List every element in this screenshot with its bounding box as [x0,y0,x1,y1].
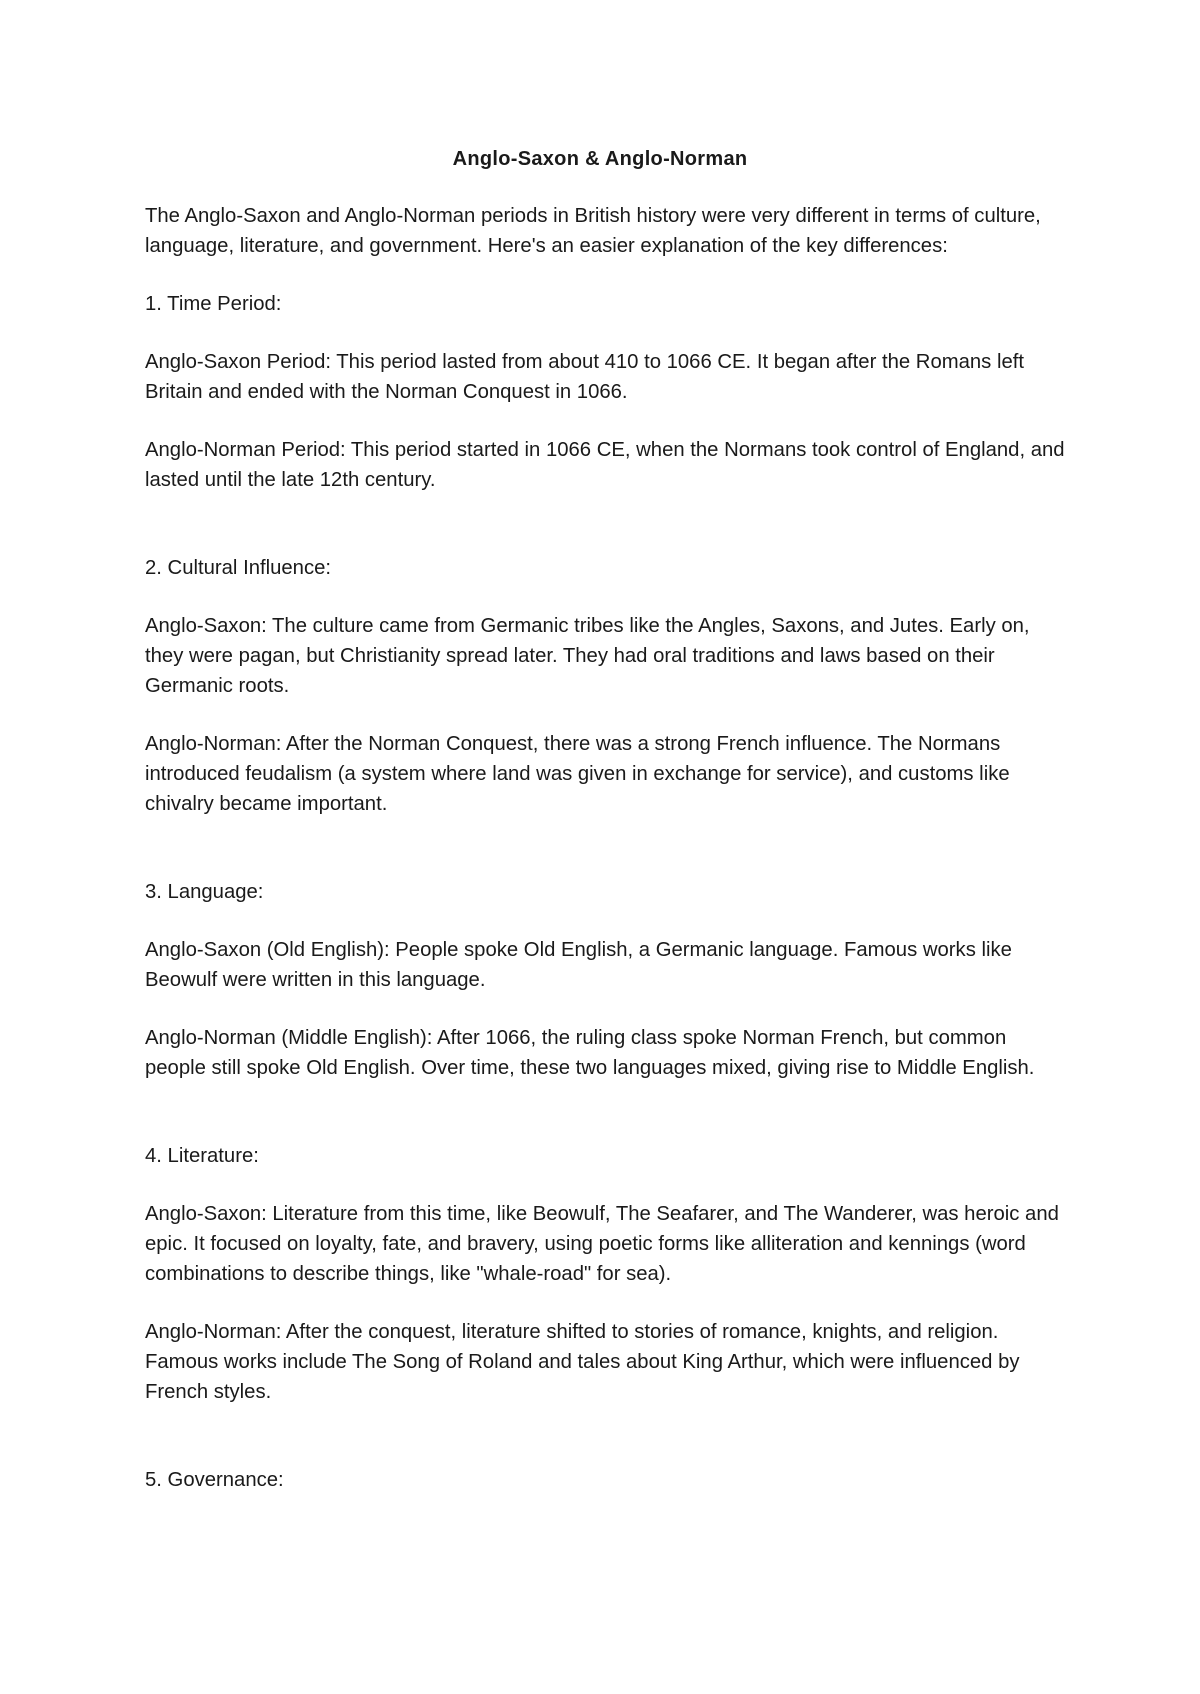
page-title: Anglo-Saxon & Anglo-Norman [452,148,748,170]
section-heading-literature: 4. Literature: [145,1145,259,1167]
paragraph-anglo-norman-culture: Anglo-Norman: After the Norman Conquest, there was a strong French influence. The Normans introduced feudalism (a system where land was given in exchange for service), and customs like chivalry became important. [145,733,1010,815]
paragraph-anglo-saxon-literature: Anglo-Saxon: Literature from this time, like Beowulf, The Seafarer, and The Wanderer, was heroic and epic. It focused on loyalty, fate, and bravery, using poetic forms like alliteration and kennings (word combinations to describe things, like "whale-road" for sea). [145,1203,1059,1285]
paragraph-anglo-norman-literature: Anglo-Norman: After the conquest, literature shifted to stories of romance, knights, and religion. Famous works include The Song of Roland and tales about King Arthur, which were influenced by French styles. [145,1321,1020,1403]
paragraph-old-english: Anglo-Saxon (Old English): People spoke Old English, a Germanic language. Famous works like Beowulf were written in this language. [145,939,1012,991]
paragraph-anglo-saxon-period: Anglo-Saxon Period: This period lasted from about 410 to 1066 CE. It began after the Romans left Britain and ended with the Norman Conquest in 1066. [145,351,1025,403]
intro-paragraph: The Anglo-Saxon and Anglo-Norman periods in British history were very different in terms of culture, language, literature, and government. Here's an easier explanation of the key differences: [145,205,1041,257]
section-heading-language: 3. Language: [145,881,264,903]
document-body [145,201,1065,1495]
paragraph-anglo-norman-period: Anglo-Norman Period: This period started in 1066 CE, when the Normans took control of England, and lasted until the late 12th century. [145,439,1065,491]
paragraph-anglo-saxon-culture: Anglo-Saxon: The culture came from Germanic tribes like the Angles, Saxons, and Jutes. Early on, they were pagan, but Christianity spread later. They had oral traditions and laws based on their Germanic roots. [145,615,1030,697]
section-heading-cultural-influence: 2. Cultural Influence: [145,557,332,579]
paragraph-middle-english: Anglo-Norman (Middle English): After 1066, the ruling class spoke Norman French, but common people still spoke Old English. Over time, these two languages mixed, giving rise to Middle English. [145,1027,1035,1079]
section-heading-governance: 5. Governance: [145,1469,284,1491]
section-heading-time-period: 1. Time Period: [145,293,282,315]
